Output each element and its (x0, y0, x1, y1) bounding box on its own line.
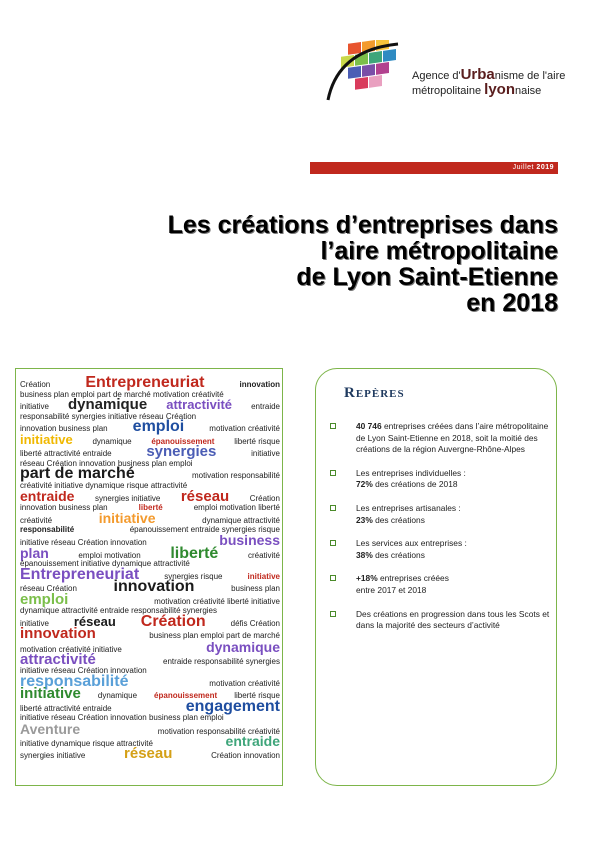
date-bar (310, 162, 558, 174)
reperes-item-figure: 40 746 (356, 421, 382, 431)
word-cloud-term: dynamique (97, 691, 138, 701)
checkbox-bullet-icon (330, 505, 336, 511)
word-cloud-term: initiative (20, 685, 81, 703)
word-cloud-line (20, 590, 280, 608)
word-cloud-line (20, 374, 280, 391)
logo-text (412, 68, 565, 98)
word-cloud-term: part de marché (20, 465, 135, 483)
reperes-item-figure: 72% (356, 479, 373, 490)
word-cloud-term: défis Création (230, 618, 280, 628)
reperes-item (328, 421, 550, 456)
word-cloud-term: responsabilité (20, 524, 75, 534)
word-cloud-term: Création (140, 612, 206, 630)
word-cloud-term: attractivité (20, 650, 96, 668)
word-cloud-term: épanouissement (154, 691, 218, 701)
word-cloud-term: responsabilité (20, 672, 129, 690)
title-line: Les créations d’entreprises dans (167, 211, 558, 239)
word-cloud-term: créativité (20, 516, 53, 526)
word-cloud-term: innovation (113, 578, 195, 596)
word-cloud-term: entraide (225, 733, 280, 750)
logo-cube (348, 42, 361, 55)
word-cloud-term: dynamique attractivité entraide responsabilité synergies (20, 606, 217, 616)
title-line: en 2018 (466, 289, 558, 317)
word-cloud-term: business plan (231, 584, 280, 594)
title-line: de Lyon Saint-Etienne (296, 263, 558, 291)
word-cloud-term: innovation business plan (20, 423, 108, 433)
reperes-item-desc: Des créations en progression dans tous les Scots et dans la majorité des secteurs d’activité (356, 608, 550, 631)
word-cloud-term: dynamique (92, 436, 132, 446)
word-cloud-term: liberté risque (234, 691, 280, 701)
word-cloud-term: initiative (20, 618, 49, 628)
word-cloud-term: motivation créativité (209, 423, 280, 433)
word-cloud-line (20, 534, 280, 547)
reperes-item-text (356, 421, 548, 454)
reperes-item-note: entre 2017 et 2018 (356, 584, 427, 595)
word-cloud-term: dynamique (206, 639, 280, 656)
reperes-item-text (356, 479, 458, 489)
reperes-item-desc: des créations de 2018 (372, 479, 458, 490)
word-cloud-term: épanouissement initiative dynamique attractivité (20, 559, 190, 569)
reperes-item-text (356, 573, 449, 583)
logo-cube (348, 66, 361, 79)
word-cloud-term: initiative réseau Création innovation business plan emploi (20, 713, 224, 723)
reperes-item-desc: entreprises créées dans l’aire métropolitaine de Lyon Saint-Etienne en 2018, soit la moitié des créations de la région Auvergne-Rhône-Alpes (356, 421, 549, 455)
word-cloud-term: réseau (180, 488, 230, 506)
logo-line-2: métropolitaine lyonnaise (412, 81, 542, 98)
word-cloud-term: emploi motivation liberté (193, 502, 280, 512)
word-cloud-term: emploi motivation (78, 550, 141, 560)
word-cloud-term: liberté attractivité entraide (20, 703, 112, 713)
reperes-item-text (356, 515, 425, 525)
word-cloud-term: liberté attractivité entraide (20, 449, 112, 459)
word-cloud-term: business plan emploi part de marché motivation créativité (20, 389, 224, 399)
checkbox-bullet-icon (330, 423, 336, 429)
word-cloud-term: Aventure (20, 720, 81, 737)
word-cloud-term: initiative (20, 431, 73, 447)
reperes-title: Repères (344, 385, 405, 401)
publication-date: Juillet 2019 (512, 164, 554, 171)
word-cloud-term: initiative (247, 571, 280, 581)
word-cloud-term: emploi (132, 417, 185, 435)
word-cloud-term: réseau Création innovation business plan emploi (20, 458, 193, 468)
reperes-item-figure: +18% (356, 573, 378, 584)
word-cloud-term: motivation créativité (209, 678, 280, 688)
word-cloud-term: liberté (138, 502, 163, 512)
word-cloud-term: attractivité (166, 396, 232, 412)
word-cloud-term: initiative dynamique risque attractivité (20, 739, 153, 749)
word-cloud-term: Création innovation (211, 750, 280, 760)
checkbox-bullet-icon (330, 470, 336, 476)
reperes-item-text (356, 550, 425, 560)
reperes-item-label: Les entreprises individuelles : (356, 467, 466, 478)
reperes-list (328, 421, 550, 644)
word-cloud-term: emploi (20, 590, 69, 608)
word-cloud-term: Création (249, 494, 280, 504)
word-cloud-term: Entrepreneuriat (85, 374, 205, 391)
word-cloud-line (20, 395, 280, 413)
reperes-item-figure: 23% (356, 514, 373, 525)
word-cloud-term: réseau Création (20, 584, 77, 594)
checkbox-bullet-icon (330, 575, 336, 581)
word-cloud-box (15, 368, 283, 786)
checkbox-bullet-icon (330, 611, 336, 617)
word-cloud-term: motivation responsabilité créativité (157, 726, 280, 736)
word-cloud-term: synergies (146, 443, 217, 461)
word-cloud-term: entraide responsabilité synergies (163, 656, 280, 666)
reperes-item-desc: des créations (372, 514, 425, 525)
logo-line-1: Agence d'Urbanisme de l'aire (412, 66, 566, 83)
reperes-item-desc: des créations (372, 549, 425, 560)
word-cloud-term: engagement (185, 697, 280, 715)
word-cloud-term: business (219, 532, 280, 549)
reperes-item-text (356, 609, 549, 631)
word-cloud-term: épanouissement (151, 436, 215, 446)
reperes-item-label: Les entreprises artisanales : (356, 502, 461, 513)
word-cloud-term: synergies initiative (20, 750, 86, 760)
reperes-box (315, 368, 557, 786)
logo-cube (362, 64, 375, 77)
word-cloud-term: entraide (251, 401, 280, 411)
word-cloud-term: responsabilité synergies initiative réseau Création (20, 411, 197, 421)
word-cloud-term: entraide (20, 488, 75, 505)
reperes-item (328, 609, 550, 632)
word-cloud-term: réseau (73, 613, 116, 629)
word-cloud-term: dynamique (67, 395, 148, 413)
word-cloud-term: épanouissement entraide synergies risque (129, 524, 280, 534)
reperes-item (328, 503, 550, 526)
word-cloud-term: motivation créativité liberté initiative (154, 596, 280, 606)
word-cloud-term: Entrepreneuriat (20, 565, 140, 583)
word-cloud-term: liberté (170, 544, 219, 562)
reperes-item (328, 468, 550, 491)
page-title (168, 212, 558, 316)
checkbox-bullet-icon (330, 540, 336, 546)
word-cloud-line (20, 512, 280, 525)
reperes-item (328, 573, 550, 596)
word-cloud-term: dynamique attractivité (202, 516, 280, 526)
word-cloud-line (20, 697, 280, 715)
word-cloud-term: initiative (20, 401, 49, 411)
word-cloud-term: synergies risque (164, 571, 223, 581)
word-cloud-term: innovation business plan (20, 502, 108, 512)
word-cloud-term: liberté risque (234, 436, 280, 446)
reperes-item-desc: entreprises créées (377, 573, 449, 584)
word-cloud-term: synergies initiative (94, 494, 161, 504)
word-cloud-term: initiative (98, 510, 156, 527)
logo-cube (355, 77, 368, 90)
word-cloud-term: réseau (124, 744, 173, 762)
word-cloud (20, 374, 280, 762)
word-cloud-line (20, 465, 280, 483)
word-cloud-term: initiative (251, 449, 280, 459)
word-cloud-term: plan (20, 544, 49, 561)
reperes-item (328, 538, 550, 561)
word-cloud-term: business plan emploi part de marché (149, 631, 280, 641)
word-cloud-term: motivation créativité initiative (20, 645, 122, 655)
word-cloud-term: Création (20, 380, 51, 389)
word-cloud-term: innovation (20, 625, 96, 643)
logo-cube (383, 49, 396, 62)
word-cloud-term: motivation responsabilité (191, 471, 280, 481)
word-cloud-term: initiative réseau Création innovation (20, 666, 147, 676)
word-cloud-term: initiative réseau Création innovation (20, 538, 147, 548)
reperes-item-figure: 38% (356, 549, 373, 560)
word-cloud-term: créativité (247, 550, 280, 560)
logo-cube (369, 75, 382, 88)
word-cloud-line (20, 488, 280, 506)
title-line: l’aire métropolitaine (320, 237, 558, 265)
logo-cube (376, 62, 389, 75)
word-cloud-term: créativité initiative dynamique risque attractivité (20, 480, 188, 490)
word-cloud-term: innovation (239, 380, 280, 389)
reperes-item-label: Les services aux entreprises : (356, 538, 467, 549)
logo-cube (369, 51, 382, 64)
logo-graphic (318, 40, 408, 120)
